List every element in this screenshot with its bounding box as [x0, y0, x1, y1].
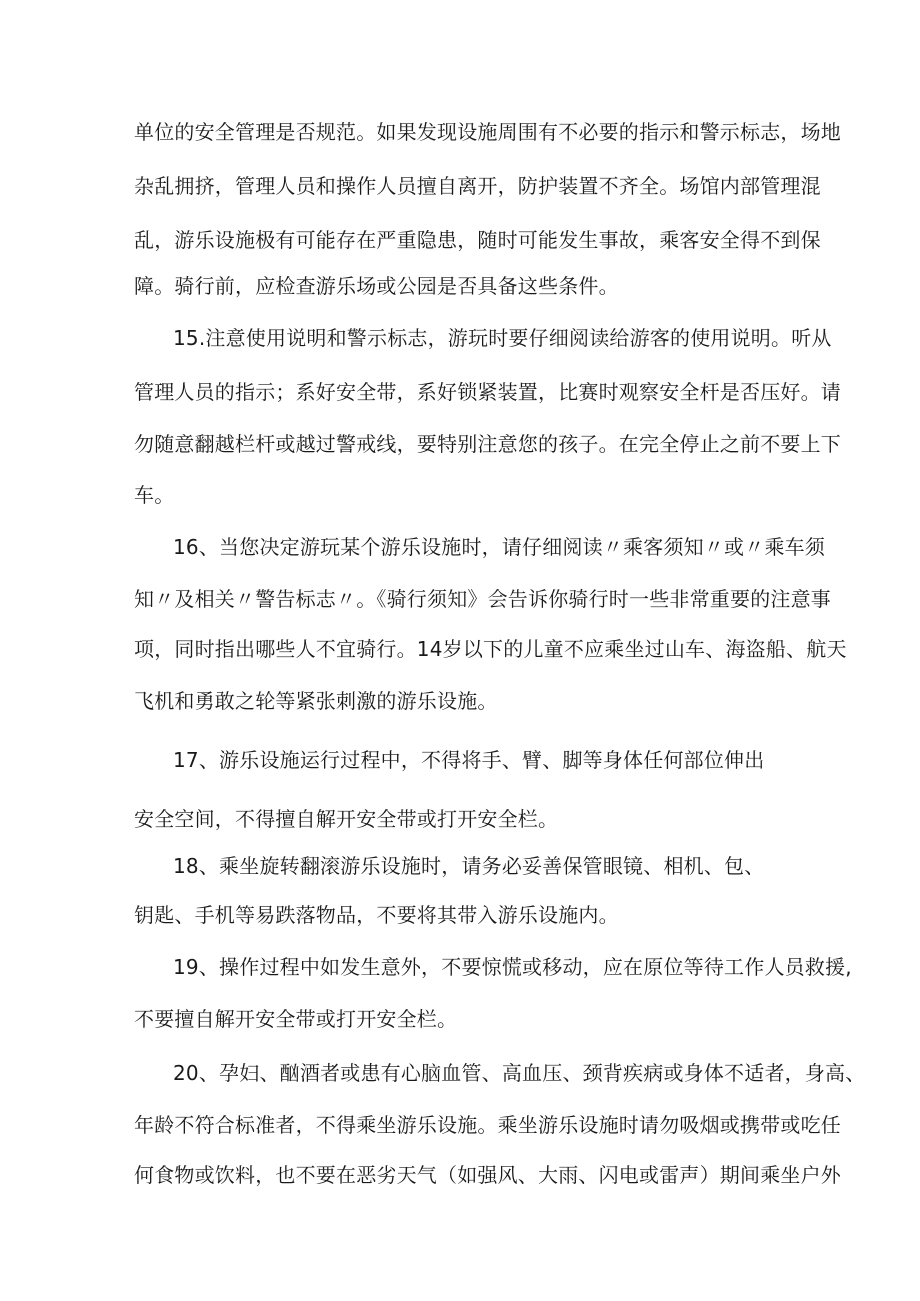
text-line: 飞机和勇敢之轮等紧张刺激的游乐设施。	[134, 689, 498, 713]
text-line: 单位的安全管理是否规范。如果发现设施周围有不必要的指示和警示标志，场地	[134, 120, 841, 144]
text-line: 钥匙、手机等易跌落物品，不要将其带入游乐设施内。	[134, 903, 619, 927]
text-line: 年龄不符合标准者，不得乘坐游乐设施。乘坐游乐设施时请勿吸烟或携带或吃任	[134, 1113, 841, 1137]
text-line: 车。	[134, 483, 175, 507]
text-line: 何食物或饮料，也不要在恶劣天气（如强风、大雨、闪电或雷声）期间乘坐户外	[134, 1163, 841, 1187]
text-line: 19、操作过程中如发生意外，不要惊慌或移动，应在原位等待工作人员救援,	[173, 955, 852, 979]
text-line: 知〃及相关〃警告标志〃。《骑行须知》会告诉你骑行时一些非常重要的注意事	[134, 587, 831, 611]
text-line: 安全空间，不得擅自解开安全带或打开安全栏。	[134, 807, 559, 831]
text-line: 乱，游乐设施极有可能存在严重隐患，随时可能发生事故，乘客安全得不到保	[134, 228, 821, 252]
text-line: 18、乘坐旋转翻滚游乐设施时，请务必妥善保管眼镜、相机、包、	[173, 854, 765, 878]
text-line: 17、游乐设施运行过程中，不得将手、臂、脚等身体任何部位伸出	[173, 748, 765, 772]
text-line: 杂乱拥挤，管理人员和操作人员擅自离开，防护装置不齐全。场馆内部管理混	[134, 174, 821, 198]
text-line: 障。骑行前，应检查游乐场或公园是否具备这些条件。	[134, 274, 619, 298]
text-line: 15.注意使用说明和警示标志，游玩时要仔细阅读给游客的使用说明。听从	[173, 326, 832, 350]
text-line: 16、当您决定游玩某个游乐设施时，请仔细阅读〃乘客须知〃或〃乘车须	[173, 535, 826, 559]
text-line: 管理人员的指示；系好安全带，系好锁紧装置，比赛时观察安全杆是否压好。请	[134, 380, 841, 404]
text-line: 20、孕妇、酗酒者或患有心脑血管、高血压、颈背疾病或身体不适者，身高、	[173, 1061, 866, 1085]
text-line: 项，同时指出哪些人不宜骑行。14岁以下的儿童不应乘坐过山车、海盗船、航天	[134, 637, 847, 661]
text-line: 不要擅自解开安全带或打开安全栏。	[134, 1007, 458, 1031]
text-line: 勿随意翻越栏杆或越过警戒线，要特别注意您的孩子。在完全停止之前不要上下	[134, 432, 841, 456]
